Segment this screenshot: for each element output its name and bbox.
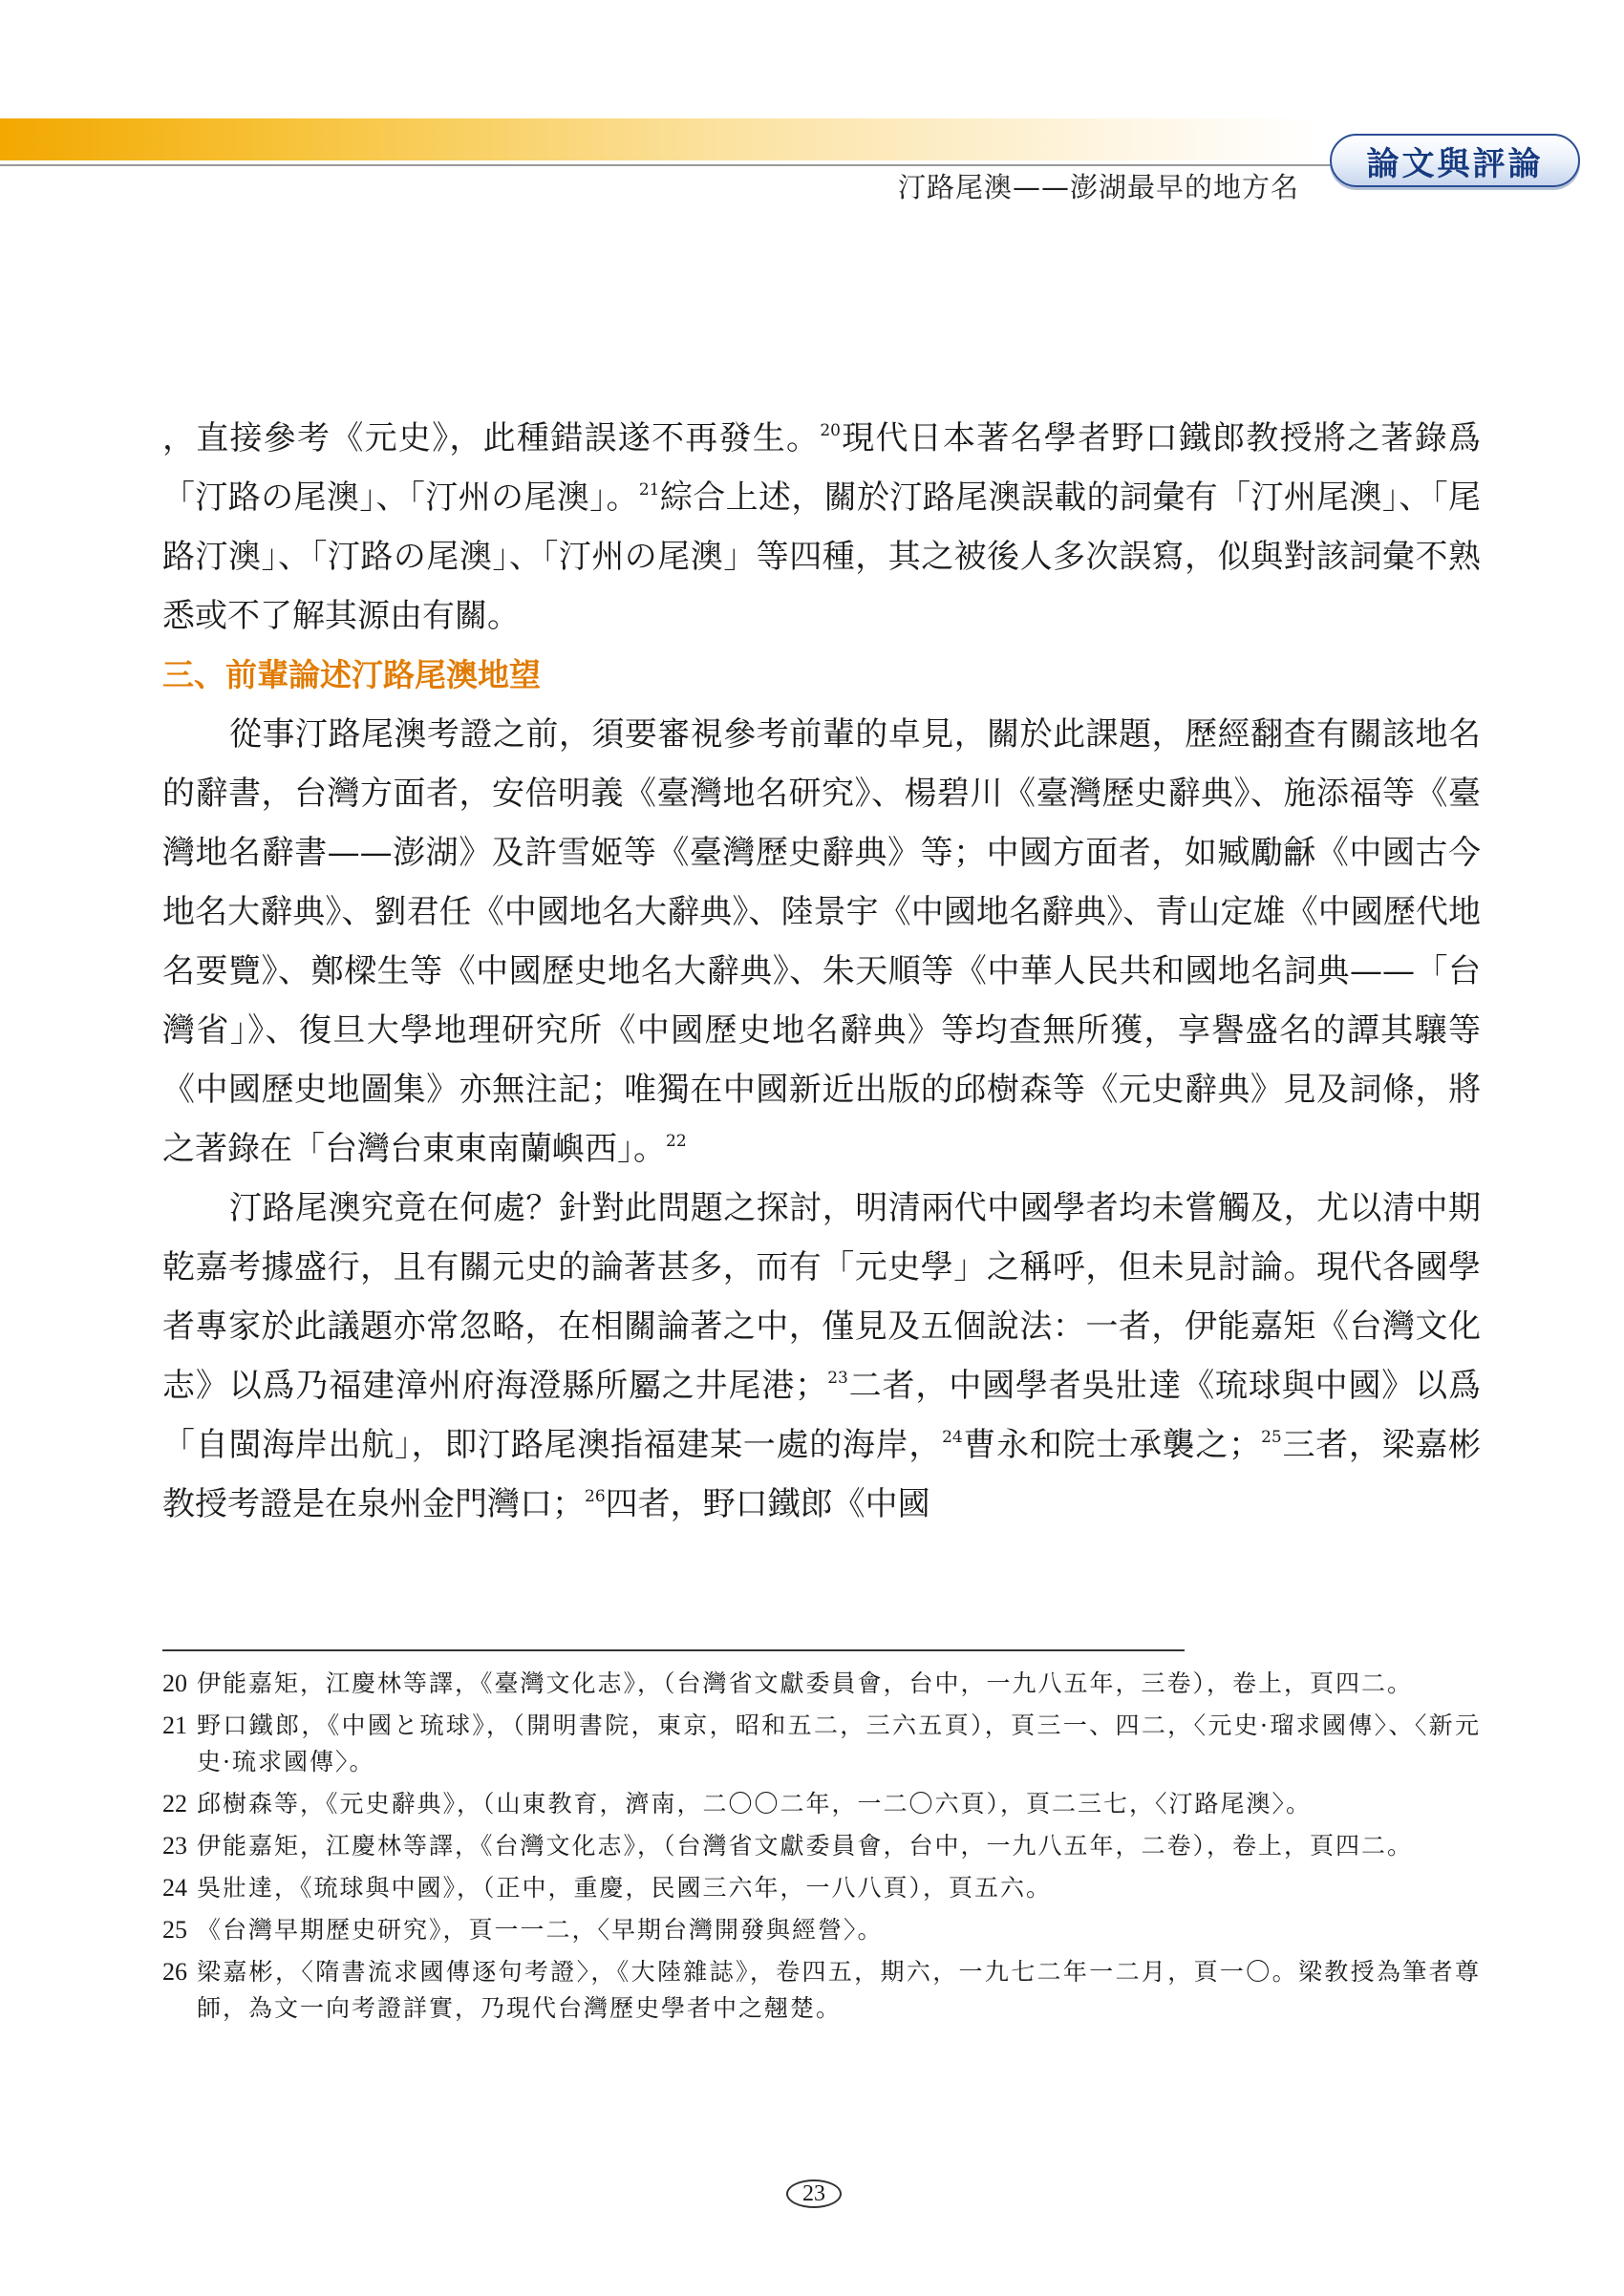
- footnotes: [162, 1666, 1481, 2032]
- paragraph: [162, 409, 1481, 646]
- footnote-ref: 23: [827, 1369, 848, 1388]
- footnote-rule: [162, 1649, 1185, 1651]
- paragraph-text: 綜合上述，關於汀路尾澳誤載的詞彙有「汀州尾澳」、「尾路汀澳」、「汀路の尾澳」、「汀州の尾澳」等四種，其之被後人多次誤寫，似與對該詞彙不熟悉或不了解其源由有關。: [162, 478, 1482, 635]
- footnote-ref: 24: [942, 1428, 963, 1447]
- paragraph-text: 現代日本著名學者野口鐵郎教授將之著錄爲「汀路の尾澳」、「汀州の尾澳」。: [162, 419, 1481, 517]
- footnote-text: 邱樹森等，《元史辭典》，（山東教育，濟南，二〇〇二年，一二〇六頁），頁二三七，〈汀路尾澳〉。: [197, 1790, 1313, 1818]
- footnote: [162, 1954, 1481, 2027]
- paragraph: [162, 705, 1481, 1179]
- footnote-ref: 21: [638, 480, 660, 500]
- footnote-ref: 25: [1261, 1428, 1282, 1447]
- footnote: [162, 1708, 1481, 1780]
- footnote: [162, 1666, 1481, 1702]
- footnote-text: 《台灣早期歷史研究》，頁一一二，〈早期台灣開發與經營〉。: [197, 1916, 884, 1944]
- footnote-number: 25: [162, 1916, 187, 1944]
- footnote-number: 26: [162, 1958, 187, 1986]
- footnote-number: 22: [162, 1790, 187, 1818]
- footnote-text: 伊能嘉矩，江慶林等譯，《台灣文化志》，（台灣省文獻委員會，台中，一九八五年，二卷），卷上，頁四二。: [197, 1832, 1414, 1860]
- footnote: [162, 1912, 1481, 1948]
- footnote: [162, 1828, 1481, 1864]
- paragraph-text: 曹永和院士承襲之；: [962, 1426, 1262, 1464]
- footnote-number: 20: [162, 1669, 187, 1697]
- paragraph-text: 三者，梁嘉彬教授考證是在泉州金門灣口；: [162, 1426, 1482, 1523]
- footnote-text: 梁嘉彬，〈隋書流求國傳逐句考證〉，《大陸雜誌》，卷四五，期六，一九七二年一二月，頁一〇。梁教授為筆者尊師，為文一向考證詳實，乃現代台灣歷史學者中之翹楚。: [197, 1958, 1481, 2022]
- footnote-number: 21: [162, 1711, 187, 1739]
- paragraph-text: 從事汀路尾澳考證之前，須要審視參考前輩的卓見，關於此課題，歷經翻查有關該地名的辭書，台灣方面者，安倍明義《臺灣地名研究》、楊碧川《臺灣歷史辭典》、施添福等《臺灣地名辭書——澎湖》及許雪姬等《臺灣歷史辭典》等；中國方面者，如臧勵龢《中國古今地名大辭典》、劉君任《中國地名大辭典》、陸景宇《中國地名辭典》、青山定雄《中國歷代地名要覽》、鄭樑生等《中國歷史地名大辭典》、朱天順等《中華人民共和國地名詞典——「台灣省」》、復旦大學地理研究所《中國歷史地名辭典》等均查無所獲，享譽盛名的譚其驤等《中國歷史地圖集》亦無注記；唯獨在中國新近出版的邱樹森等《元史辭典》見及詞條，將之著錄在「台灣台東東南蘭嶼西」。: [162, 715, 1481, 1168]
- article-body: [162, 409, 1481, 1534]
- running-title: 汀路尾澳——澎湖最早的地方名: [897, 171, 1299, 203]
- paragraph-text: ，直接參考《元史》，此種錯誤遂不再發生。: [162, 419, 821, 457]
- paragraph: [162, 1179, 1481, 1534]
- section-heading: 三、前輩論述汀路尾澳地望: [162, 656, 541, 693]
- footnote-ref: 26: [585, 1487, 606, 1506]
- paragraph-text: 二者，中國學者吳壯達《琉球與中國》以爲「自閩海岸出航」，即汀路尾澳指福建某一處的海岸，: [162, 1367, 1482, 1464]
- footnote-text: 吳壯達，《琉球與中國》，（正中，重慶，民國三六年，一八八頁），頁五六。: [197, 1874, 1053, 1902]
- footnote-number: 23: [162, 1832, 187, 1860]
- paragraph-text: 汀路尾澳究竟在何處？針對此問題之探討，明清兩代中國學者均未嘗觸及，尤以清中期乾嘉考據盛行，且有關元史的論著甚多，而有「元史學」之稱呼，但未見討論。現代各國學者專家於此議題亦常忽略，在相關論著之中，僅見及五個說法：一者，伊能嘉矩《台灣文化志》以爲乃福建漳州府海澄縣所屬之井尾港；: [162, 1189, 1481, 1405]
- footnote-text: 伊能嘉矩，江慶林等譯，《臺灣文化志》，（台灣省文獻委員會，台中，一九八五年，三卷），卷上，頁四二。: [197, 1669, 1414, 1697]
- footnote-ref: 22: [666, 1132, 687, 1151]
- header-gradient-bar: [0, 118, 1318, 160]
- footnote-number: 24: [162, 1874, 187, 1902]
- footnote: [162, 1786, 1481, 1822]
- page-number: 23: [786, 2179, 842, 2208]
- paragraph-text: 四者，野口鐵郎《中國: [605, 1485, 930, 1523]
- section-badge: 論文與評論: [1330, 134, 1580, 187]
- footnote: [162, 1870, 1481, 1906]
- footnote-text: 野口鐵郎，《中國と琉球》，（開明書院，東京，昭和五二，三六五頁），頁三一、四二，〈元史·瑠求國傳〉、〈新元史·琉求國傳〉。: [197, 1711, 1481, 1775]
- footnote-ref: 20: [820, 421, 841, 440]
